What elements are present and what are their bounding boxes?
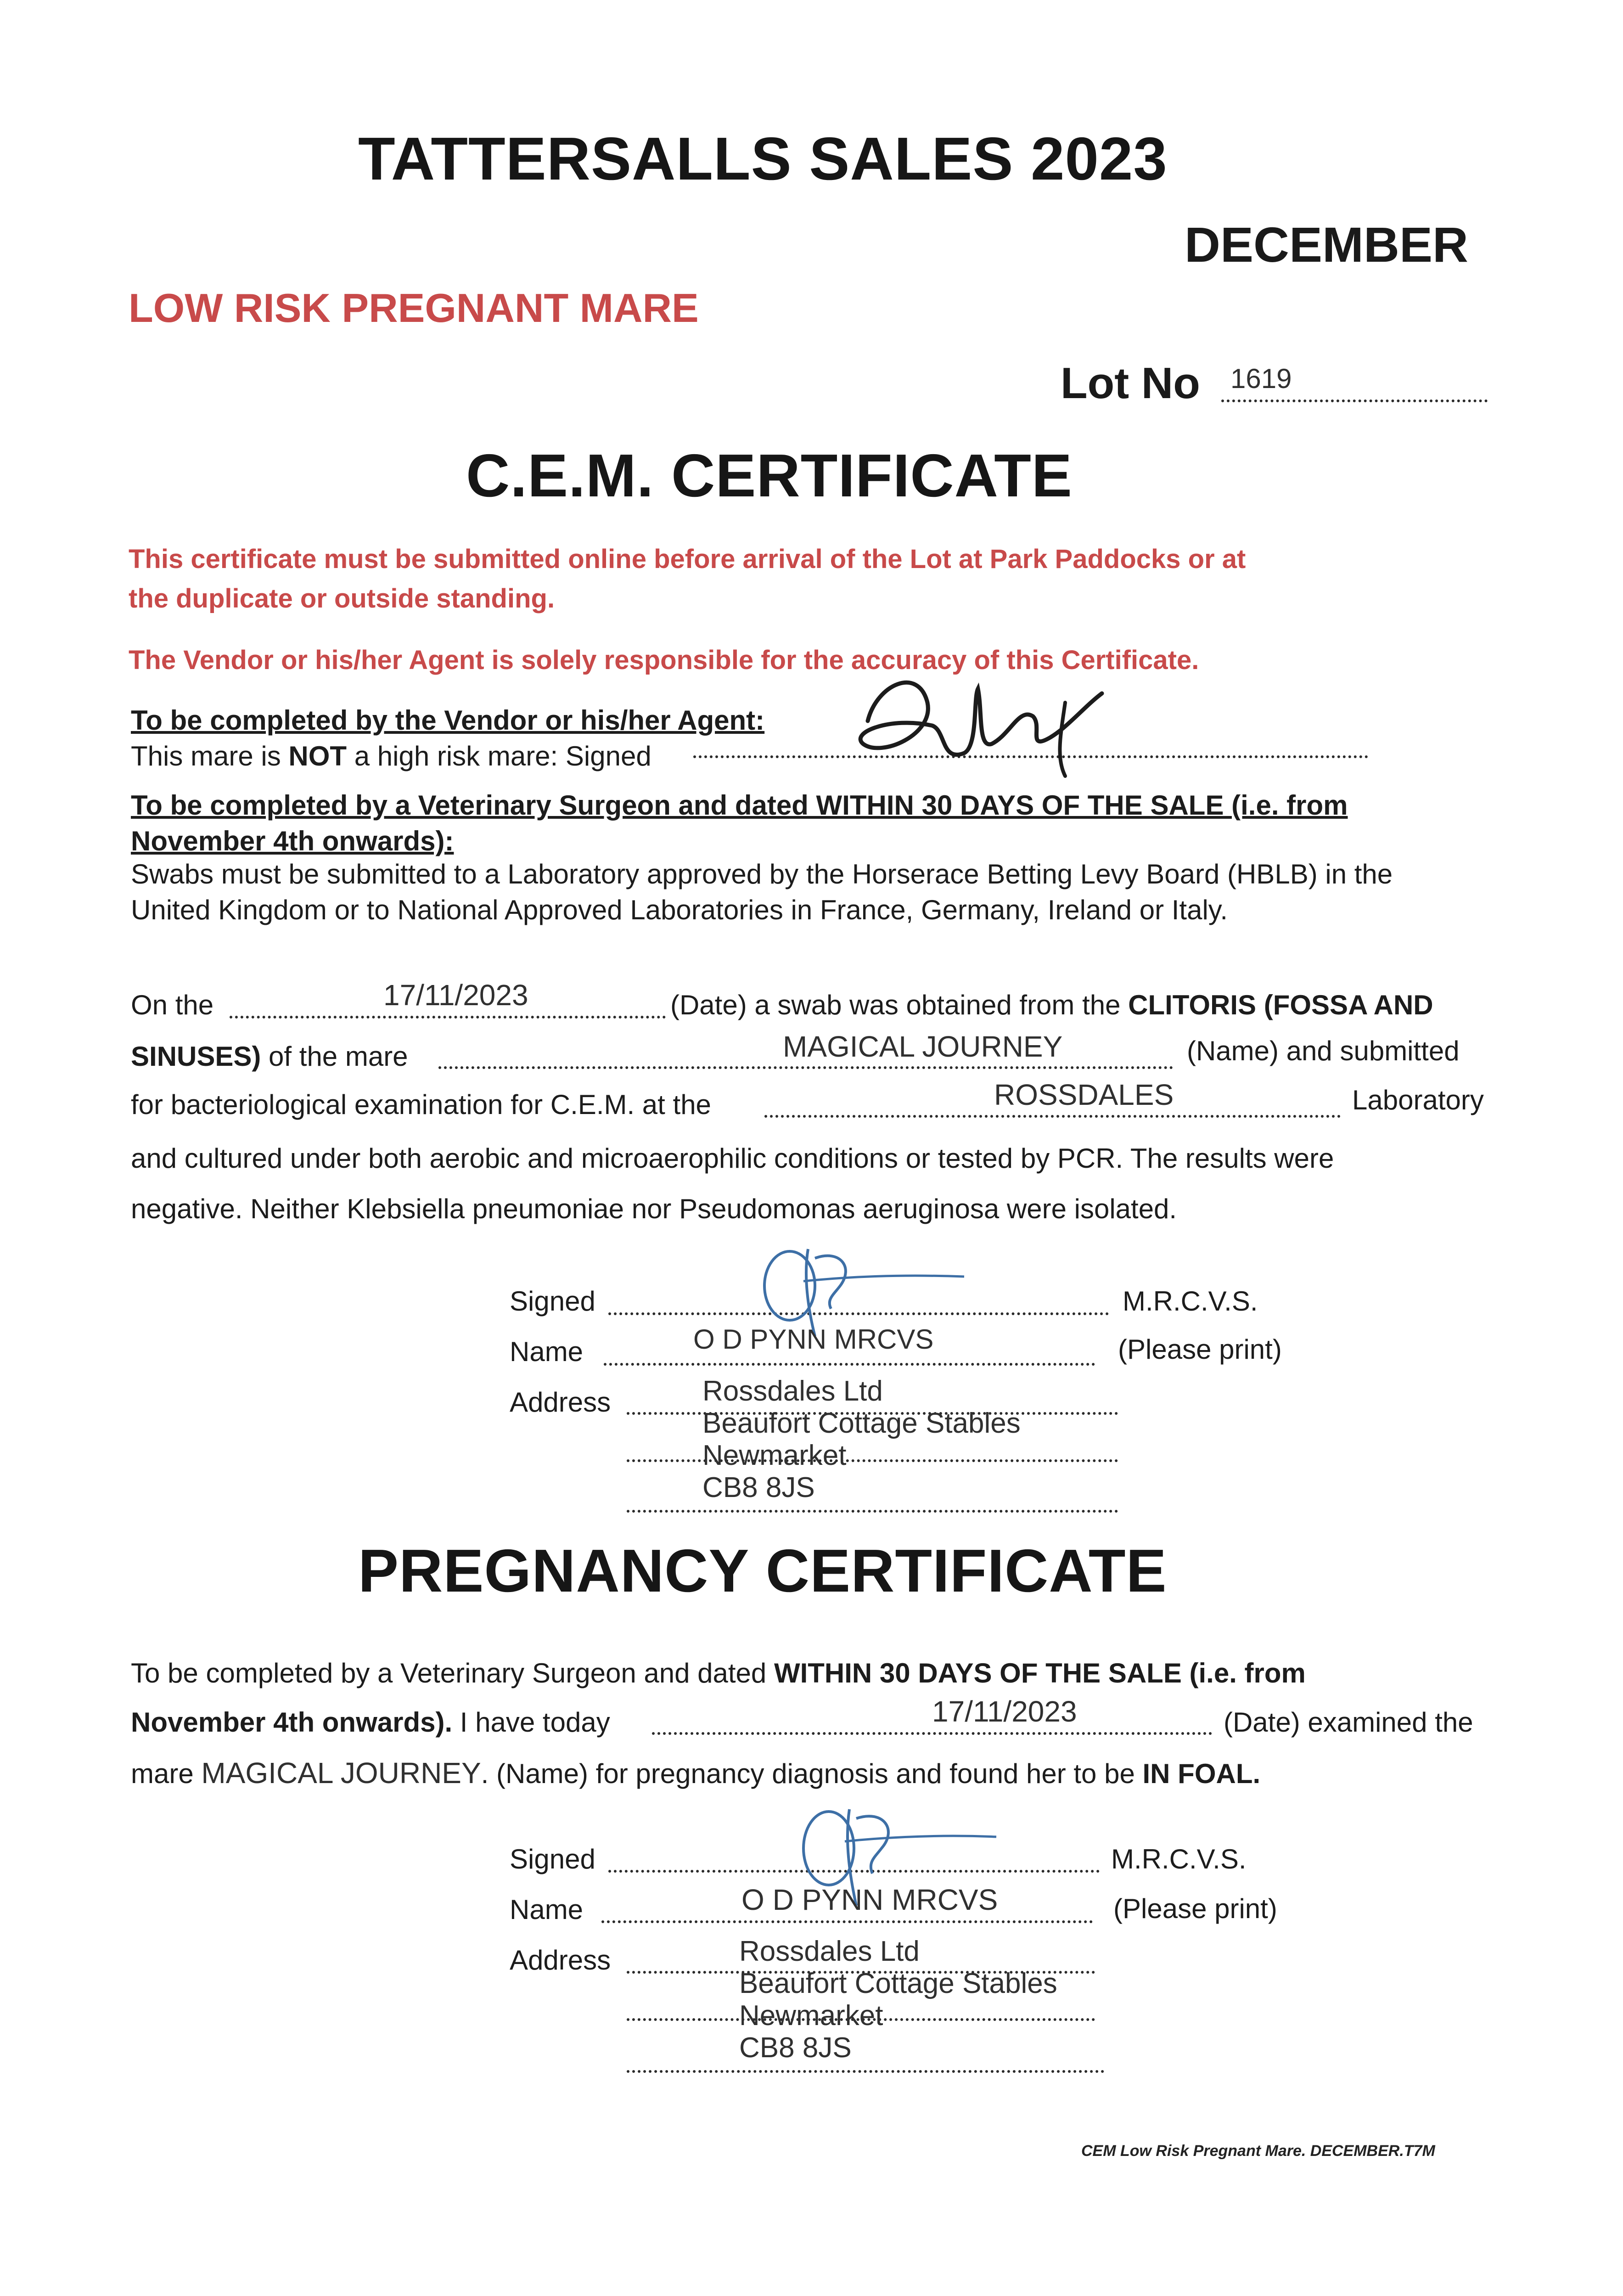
mare-category: LOW RISK PREGNANT MARE — [129, 285, 699, 331]
cem-date-suffix — [670, 987, 1433, 1023]
preg-vet-name-value: O D PYNN MRCVS — [741, 1883, 998, 1916]
culture-line: and cultured under both aerobic and microaerophilic conditions or tested by PCR. The results were — [131, 1143, 1334, 1174]
mare-name-line — [438, 1066, 1173, 1069]
pregnancy-heading: PREGNANCY CERTIFICATE — [358, 1537, 1167, 1604]
sale-month: DECEMBER — [1185, 217, 1469, 272]
preg-line1-b: WITHIN 30 DAYS OF THE SALE (i.e. from — [774, 1658, 1306, 1688]
in-foal-label: IN FOAL. — [1142, 1758, 1261, 1789]
submission-note — [129, 540, 1246, 619]
preg-name-line — [601, 1920, 1093, 1923]
sinuses-label: SINUSES) — [131, 1041, 261, 1072]
cem-address-2: Beaufort Cottage Stables — [702, 1407, 1021, 1439]
cem-address-value — [702, 1375, 1021, 1504]
preg-address-1: Rossdales Ltd — [739, 1936, 920, 1967]
preg-line3-b: . (Name) for pregnancy diagnosis and found her to be — [481, 1758, 1143, 1789]
cem-please-print: (Please print) — [1118, 1334, 1282, 1365]
cem-address-4: CB8 8JS — [702, 1472, 815, 1503]
laboratory-label: Laboratory — [1352, 1085, 1484, 1115]
preg-signed-label: Signed — [510, 1844, 595, 1874]
bact-exam-label: for bacteriological examination for C.E.M. at the — [131, 1089, 711, 1120]
lot-number-value: 1619 — [1230, 363, 1292, 394]
preg-line1 — [131, 1655, 1306, 1691]
cem-address-line-3 — [627, 1510, 1118, 1513]
vendor-section — [131, 703, 764, 774]
preg-address-value — [739, 1936, 1057, 2064]
vendor-heading: To be completed by the Vendor or his/her Agent: — [131, 705, 765, 736]
cem-address-3: Newmarket — [702, 1440, 847, 1471]
lab-line — [764, 1115, 1341, 1118]
cem-address-label: Address — [510, 1387, 611, 1418]
lot-dotted-line — [1221, 400, 1488, 402]
preg-line3 — [131, 1755, 1260, 1792]
preg-address-line-3 — [627, 2070, 1104, 2073]
cem-signed-label: Signed — [510, 1286, 595, 1317]
swab-line1: Swabs must be submitted to a Laboratory approved by the Horserace Betting Levy Board (HBLB) in the — [131, 859, 1393, 889]
negative-line: negative. Neither Klebsiella pneumoniae nor Pseudomonas aeruginosa were isolated. — [131, 1193, 1177, 1224]
lot-number-row — [1061, 358, 1200, 409]
vet-heading-line2: November 4th onwards): — [131, 826, 454, 856]
preg-line3-a: mare — [131, 1758, 202, 1789]
preg-mare-name-value: MAGICAL JOURNEY — [201, 1756, 481, 1790]
cem-mrcvs-label: M.R.C.V.S. — [1123, 1286, 1258, 1317]
name-submitted-label: (Name) and submitted — [1187, 1035, 1460, 1066]
vendor-statement-b: a high risk mare: Signed — [347, 741, 651, 771]
swab-requirement — [131, 856, 1393, 928]
preg-mrcvs-label: M.R.C.V.S. — [1111, 1844, 1247, 1874]
preg-line2-b: I have today — [452, 1707, 610, 1738]
swab-line2: United Kingdom or to National Approved Laboratories in France, Germany, Ireland or Italy. — [131, 895, 1228, 925]
submission-note-line1: This certificate must be submitted online before arrival of the Lot at Park Paddocks or at — [129, 544, 1246, 574]
sinuses-line — [131, 1039, 408, 1075]
culture-results — [131, 1133, 1334, 1234]
preg-please-print: (Please print) — [1113, 1893, 1277, 1924]
cem-mare-name-value: MAGICAL JOURNEY — [783, 1030, 1063, 1063]
cem-name-line — [604, 1363, 1095, 1366]
preg-line2 — [131, 1705, 610, 1740]
vendor-statement-a: This mare is — [131, 741, 289, 771]
vendor-statement — [131, 738, 764, 774]
clitoris-label: CLITORIS (FOSSA AND — [1128, 990, 1433, 1020]
preg-date-line — [652, 1732, 1212, 1735]
preg-line2-a: November 4th onwards). — [131, 1707, 453, 1738]
vet-heading — [131, 788, 1348, 859]
preg-address-label: Address — [510, 1945, 611, 1975]
cem-name-label: Name — [510, 1336, 584, 1367]
of-the-mare-label: of the mare — [261, 1041, 408, 1072]
preg-date-value: 17/11/2023 — [932, 1695, 1077, 1728]
on-the-label: On the — [131, 990, 214, 1020]
responsibility-note: The Vendor or his/her Agent is solely responsible for the accuracy of this Certificate. — [129, 645, 1199, 675]
lab-name-value: ROSSDALES — [994, 1078, 1174, 1111]
cem-date-label: (Date) a swab was obtained from the — [670, 990, 1129, 1020]
cem-vet-name-value: O D PYNN MRCVS — [693, 1324, 934, 1355]
preg-line1-a: To be completed by a Veterinary Surgeon and dated — [131, 1658, 774, 1688]
cem-heading: C.E.M. CERTIFICATE — [466, 442, 1073, 509]
cem-date-value: 17/11/2023 — [383, 979, 528, 1012]
vendor-signature — [826, 638, 1148, 785]
vet-heading-line1: To be completed by a Veterinary Surgeon and dated WITHIN 30 DAYS OF THE SALE (i.e. from — [131, 790, 1348, 821]
cem-address-1: Rossdales Ltd — [702, 1375, 883, 1407]
preg-name-label: Name — [510, 1894, 584, 1925]
lot-label: Lot No — [1061, 359, 1200, 408]
preg-line2-c: (Date) examined the — [1224, 1707, 1473, 1738]
vendor-statement-not: NOT — [288, 741, 347, 771]
cem-date-line — [230, 1016, 666, 1019]
footer-reference: CEM Low Risk Pregnant Mare. DECEMBER.T7M — [1081, 2142, 1435, 2160]
preg-address-4: CB8 8JS — [739, 2032, 852, 2064]
document-title: TATTERSALLS SALES 2023 — [358, 125, 1168, 192]
submission-note-line2: the duplicate or outside standing. — [129, 584, 555, 613]
preg-address-3: Newmarket — [739, 2000, 883, 2032]
preg-address-2: Beaufort Cottage Stables — [739, 1968, 1057, 1999]
